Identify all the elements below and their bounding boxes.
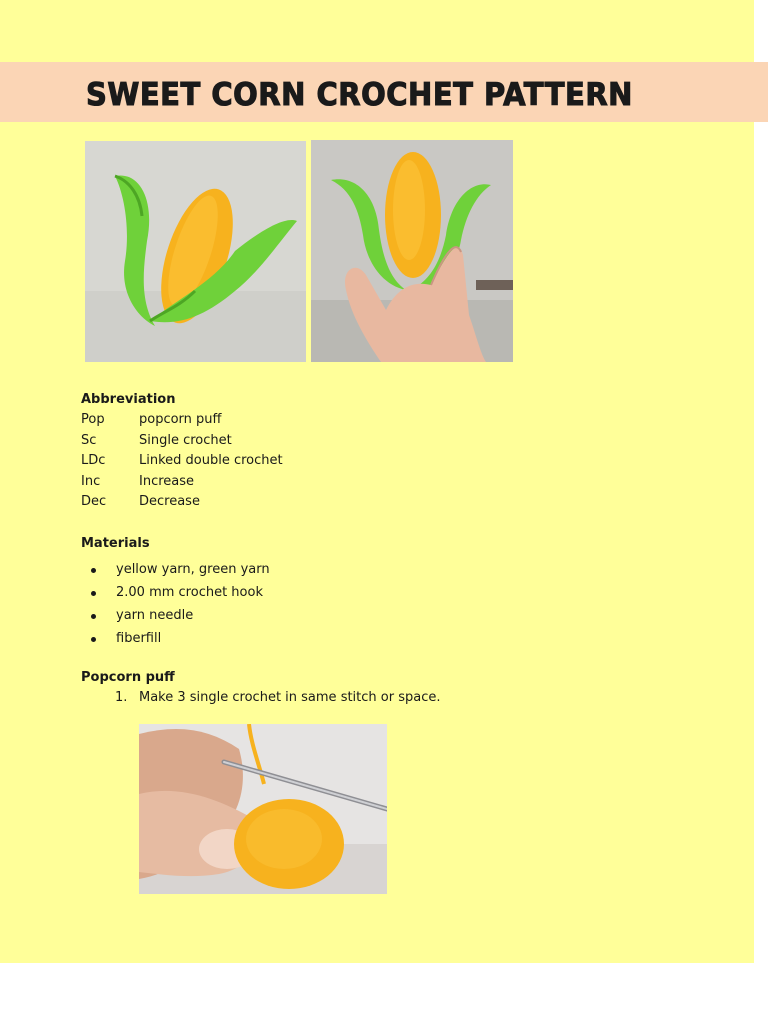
popcorn-puff-photo <box>139 724 387 894</box>
bullet-icon <box>91 591 96 596</box>
abbreviation-key: LDc <box>81 453 106 468</box>
materials-item-text: yellow yarn, green yarn <box>116 562 270 577</box>
step-number: 1. <box>115 690 128 705</box>
abbreviation-key: Dec <box>81 494 107 509</box>
bullet-icon <box>91 637 96 642</box>
materials-heading: Materials <box>81 536 150 551</box>
abbreviation-value: Decrease <box>139 494 200 509</box>
materials-item-text: fiberfill <box>116 631 162 646</box>
abbreviation-key: Pop <box>81 412 105 427</box>
abbreviation-key: Sc <box>81 433 97 448</box>
abbreviation-value: Linked double crochet <box>139 453 283 468</box>
step-text: Make 3 single crochet in same stitch or space. <box>139 690 441 705</box>
page-title: SWEET CORN CROCHET PATTERN <box>86 76 633 113</box>
abbreviation-value: Increase <box>139 474 195 489</box>
corn-photo-in-hand <box>311 140 513 362</box>
abbreviation-key: Inc <box>81 474 101 489</box>
materials-item-text: 2.00 mm crochet hook <box>116 585 263 600</box>
bullet-icon <box>91 614 96 619</box>
abbreviation-heading: Abbreviation <box>81 392 176 407</box>
materials-item-text: yarn needle <box>116 608 194 623</box>
abbreviation-value: popcorn puff <box>139 412 222 427</box>
popcorn-puff-heading: Popcorn puff <box>81 670 175 685</box>
corn-photo-front <box>85 141 306 362</box>
abbreviation-value: Single crochet <box>139 433 232 448</box>
bullet-icon <box>91 568 96 573</box>
